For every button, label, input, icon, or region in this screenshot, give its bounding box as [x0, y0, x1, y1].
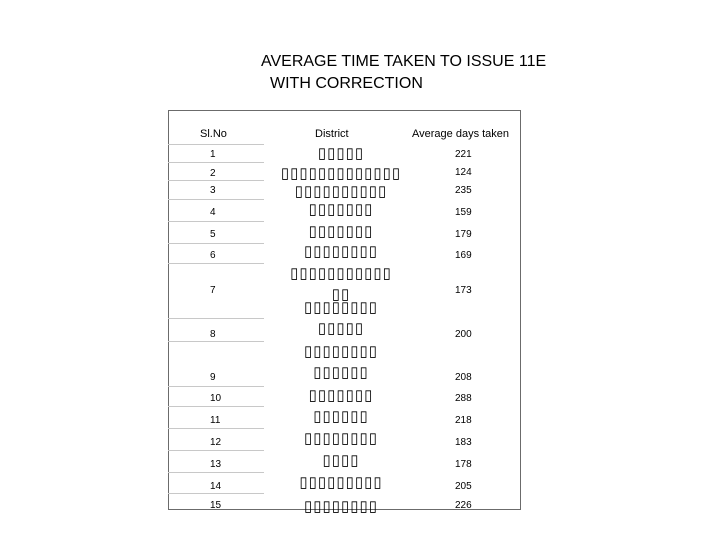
- district-name-line: ▯▯▯▯▯▯▯▯: [303, 299, 379, 316]
- cell-district: [241, 241, 441, 262]
- header-district: District: [315, 128, 349, 140]
- cell-average-days: 208: [455, 372, 472, 383]
- district-name-line: ▯▯▯▯▯▯▯: [308, 201, 374, 218]
- cell-sl-no: 9: [210, 372, 216, 383]
- cell-average-days: 159: [455, 207, 472, 218]
- cell-sl-no: 3: [210, 185, 216, 196]
- cell-average-days: 218: [455, 415, 472, 426]
- cell-district: [241, 406, 441, 427]
- cell-sl-no: 15: [210, 500, 222, 511]
- header-sl-no: Sl.No: [200, 128, 227, 140]
- cell-sl-no: 4: [210, 207, 216, 218]
- cell-sl-no: 14: [210, 481, 222, 492]
- cell-district: [241, 428, 441, 449]
- cell-sl-no: 11: [210, 415, 221, 426]
- page-title-line-2: WITH CORRECTION: [270, 75, 423, 92]
- district-name-line: ▯▯▯▯▯▯▯▯▯: [299, 474, 383, 491]
- cell-district: [241, 385, 441, 406]
- cell-district: [241, 143, 441, 164]
- district-name-line: ▯▯▯▯▯▯▯▯: [303, 498, 379, 515]
- district-name-line: ▯▯▯▯▯: [317, 145, 365, 162]
- cell-average-days: 226: [455, 500, 472, 511]
- district-name-line: ▯▯▯▯: [322, 452, 360, 469]
- header-average-days: Average days taken: [412, 128, 510, 140]
- district-name-line: ▯▯▯▯▯: [317, 320, 365, 337]
- page-title-line-1: AVERAGE TIME TAKEN TO ISSUE 11E: [261, 53, 547, 70]
- district-name-line: ▯▯▯▯▯▯▯: [308, 387, 374, 404]
- cell-average-days: 169: [455, 250, 472, 261]
- district-name-line: ▯▯▯▯▯▯▯: [308, 223, 374, 240]
- cell-district: [241, 199, 441, 220]
- cell-average-days: 173: [455, 285, 472, 296]
- cell-average-days: 221: [455, 149, 472, 160]
- cell-average-days: 183: [455, 437, 472, 448]
- cell-sl-no: 7: [210, 285, 216, 296]
- cell-average-days: 205: [455, 481, 472, 492]
- cell-average-days: 179: [455, 229, 472, 240]
- district-name-line: ▯▯▯▯▯▯▯▯▯▯: [294, 183, 388, 200]
- cell-sl-no: 8: [210, 329, 216, 340]
- cell-sl-no: 1: [210, 149, 216, 160]
- cell-sl-no: 10: [210, 393, 222, 404]
- cell-average-days: 235: [455, 185, 472, 196]
- row-separator: [168, 493, 264, 494]
- cell-district: [241, 221, 441, 242]
- cell-sl-no: 6: [210, 250, 216, 261]
- cell-average-days: 288: [455, 393, 472, 404]
- cell-district: [241, 496, 441, 517]
- cell-district: [241, 450, 441, 471]
- district-name-line: ▯▯▯▯▯▯▯▯: [303, 430, 379, 447]
- cell-sl-no: 2: [210, 168, 216, 179]
- district-name-line: ▯▯▯▯▯▯▯▯: [303, 243, 379, 260]
- district-name-line: ▯▯: [331, 286, 351, 303]
- cell-sl-no: 13: [210, 459, 222, 470]
- district-name-line: ▯▯▯▯▯▯: [313, 408, 369, 425]
- district-name-line: ▯▯▯▯▯▯▯▯▯▯▯: [290, 265, 392, 282]
- cell-district: [241, 472, 441, 493]
- cell-average-days: 178: [455, 459, 472, 470]
- district-name-line: ▯▯▯▯▯▯▯▯▯▯▯▯▯: [280, 165, 402, 182]
- cell-district: [241, 341, 441, 383]
- cell-sl-no: 5: [210, 229, 216, 240]
- district-name-line: ▯▯▯▯▯▯▯▯: [303, 343, 379, 360]
- cell-district: [241, 297, 441, 339]
- cell-average-days: 124: [455, 167, 472, 178]
- cell-average-days: 200: [455, 329, 472, 340]
- district-name-line: ▯▯▯▯▯▯: [313, 364, 369, 381]
- cell-sl-no: 12: [210, 437, 222, 448]
